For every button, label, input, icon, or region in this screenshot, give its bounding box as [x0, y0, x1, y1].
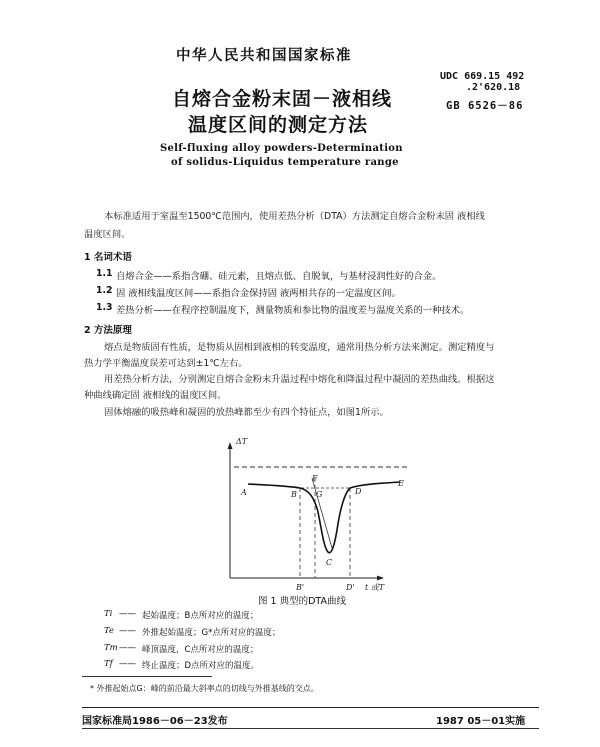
- legend-dash: ——: [119, 626, 136, 636]
- principle-paragraph-3: 固体熔融的吸热峰和凝固的放热峰都至少有四个特征点，如图1所示。: [104, 407, 389, 418]
- legend-definition: 外推起始温度；G*点所对应的温度；: [142, 628, 281, 638]
- legend-symbol: Tf: [104, 659, 113, 669]
- implementation-date: 1987 05－01实施: [436, 716, 526, 727]
- legend-definition: 终止温度；D点所对应的温度。: [142, 661, 260, 671]
- term-number: 1.2: [96, 285, 113, 296]
- footer-rule-top: [82, 707, 539, 708]
- legend-dash: ——: [119, 643, 136, 653]
- term-number: 1.1: [96, 268, 113, 279]
- x-axis-arrow: [377, 576, 384, 581]
- figure-caption: 图 1 典型的DTA曲线: [258, 596, 346, 607]
- term-number: 1.3: [96, 302, 113, 313]
- point-label-c: C: [326, 558, 333, 567]
- legend-symbol: Ti: [104, 609, 113, 619]
- x-axis-label: t 或T: [365, 583, 385, 592]
- document-title-line-1: 自熔合金粉末固－液相线: [172, 88, 393, 110]
- point-label-d: D: [355, 487, 362, 496]
- legend-symbol: Te: [104, 626, 115, 636]
- legend-dash: ——: [119, 609, 136, 619]
- principle-paragraph-2-line-1: 用差热分析方法，分别测定自熔合金粉末升温过程中熔化和降温过程中凝固的差热曲线。根据这: [104, 374, 495, 385]
- legend-dash: ——: [119, 659, 136, 669]
- axis-label-b-prime: B': [296, 583, 305, 592]
- section-1-heading: 1 名词术语: [84, 252, 132, 263]
- gb-standard-number: GB 6526－86: [446, 100, 524, 112]
- section-2-heading: 2 方法原理: [84, 325, 132, 336]
- y-axis-arrow: [228, 442, 233, 449]
- y-axis-label: ΔT: [236, 437, 248, 446]
- footer-rule-bottom: [82, 728, 539, 729]
- issue-date: 国家标准局1986－06－23发布: [82, 716, 228, 727]
- principle-paragraph-1-line-2: 热力学平衡温度误差可达到±1℃左右。: [84, 358, 248, 369]
- term-definition: 差热分析——在程序控制温度下，测量物质和参比物的温度差与温度关系的一种技术。: [116, 305, 470, 316]
- term-definition: 固 液相线温度区间——系指合金保持固 液两相共存的一定温度区间。: [116, 288, 401, 299]
- dta-curve: [248, 482, 400, 553]
- point-label-e: E: [398, 479, 404, 488]
- point-label-a: A: [241, 488, 247, 497]
- point-label-g: G: [316, 490, 323, 499]
- principle-paragraph-2-line-2: 种曲线确定固 液相线的温度区间。: [84, 390, 227, 401]
- standard-organization: 中华人民共和国国家标准: [176, 48, 352, 64]
- footnote: * 外推起始点G：峰的前沿最大斜率点的切线与外推基线的交点。: [90, 684, 319, 693]
- udc-code-line-2: .2'620.18: [466, 82, 521, 93]
- legend-definition: 峰顶温度，C点所对应的温度；: [142, 645, 259, 655]
- intro-paragraph-line-2: 温度区间。: [84, 229, 131, 240]
- point-label-b: B: [291, 490, 297, 499]
- legend-symbol: Tm: [104, 643, 118, 653]
- intro-paragraph-line-1: 本标准适用于室温至1500℃范围内，使用差热分析（DTA）方法测定自熔合金粉末固 液相线: [104, 211, 485, 222]
- axis-label-d-prime: D': [346, 583, 355, 592]
- english-title-line-1: Self-fluxing alloy powders-Determination: [160, 143, 403, 154]
- english-title-line-2: of solidus-Liquidus temperature range: [171, 157, 399, 168]
- udc-code-line-1: UDC 669.15 492: [440, 71, 525, 82]
- principle-paragraph-1-line-1: 熔点是物质固有性质，是物质从固相到液相的转变温度，通常用热分析方法来测定。测定精度与: [104, 342, 495, 353]
- footnote-divider: [82, 676, 212, 677]
- document-title-line-2: 温度区间的测定方法: [188, 114, 369, 136]
- point-label-f: F: [312, 474, 318, 483]
- term-definition: 自熔合金——系指含硼、硅元素，且熔点低、自脱氧，与基材浸润性好的合金。: [116, 271, 442, 282]
- legend-definition: 起始温度；B点所对应的温度；: [142, 611, 259, 621]
